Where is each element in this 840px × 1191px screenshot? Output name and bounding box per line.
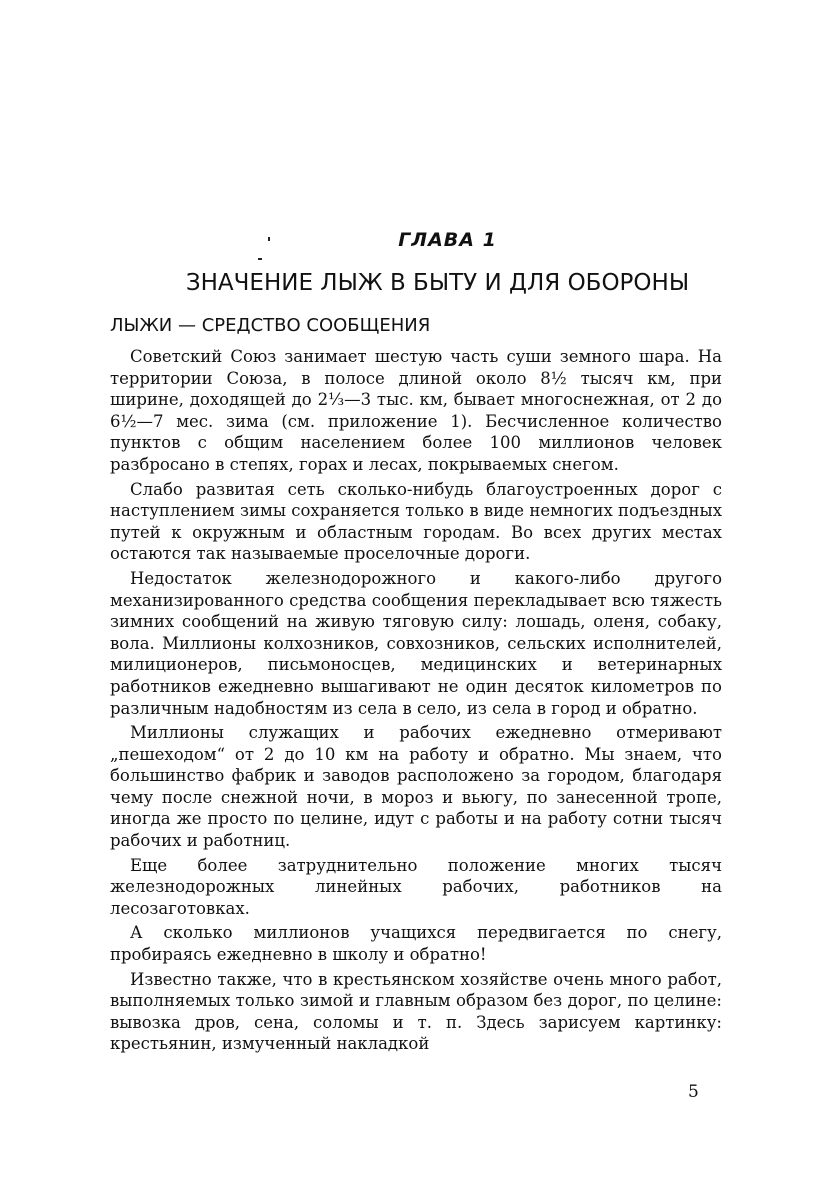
chapter-title: ЗНАЧЕНИЕ ЛЫЖ В БЫТУ И ДЛЯ ОБОРОНЫ: [185, 270, 690, 296]
chapter-label: ГЛАВА 1: [398, 229, 497, 251]
print-speck: [258, 258, 262, 260]
paragraph: Советский Союз занимает шестую часть суши земного шара. На территории Союза, в полосе длиной около 8½ тысяч км, при ширине, доходящей до 2⅓—3 тыс. км, бывает многоснежная, от 2 до 6½—7 мес. зима (см. приложение 1). Бесчисленное количество пунктов с общим населением более 100 миллионов человек разбросано в степях, горах и лесах, покрываемых снегом.: [110, 347, 722, 474]
paragraph: Миллионы служащих и рабочих ежедневно отмеривают „пешеходом“ от 2 до 10 км на работу и обратно. Мы знаем, что большинство фабрик и заводов расположено за городом, благодаря чему после снежной ночи, в мороз и вьюгу, по занесенной тропе, иногда же просто по целине, идут с работы и на работу сотни тысяч рабочих и работниц.: [110, 723, 722, 851]
body-text: [110, 346, 722, 1058]
paragraph: Еще более затруднительно положение многих тысяч железнодорожных линейных рабочих, работников на лесозаготовках.: [110, 855, 722, 918]
paragraph: Известно также, что в крестьянском хозяйстве очень много работ, выполняемых только зимой и главным образом без дорог, по целине: вывозка дров, сена, соломы и т. п. Здесь зарисуем картинку: крестьянин, измученный накладкой: [110, 969, 722, 1054]
paragraph: Слабо развитая сеть сколько-нибудь благоустроенных дорог с наступлением зимы сохраняется только в виде немногих подъездных путей к окружным и областным городам. Во всех других местах остаются так называемые проселочные дороги.: [110, 479, 722, 564]
page-number: 5: [688, 1082, 699, 1102]
section-heading: ЛЫЖИ — СРЕДСТВО СООБЩЕНИЯ: [110, 315, 431, 336]
paragraph: Недостаток железнодорожного и какого-либо другого механизированного средства сообщения перекладывает всю тяжесть зимних сообщений на живую тяговую силу: лошадь, оленя, собаку, вола. Миллионы колхозников, совхозников, сельских исполнителей, милиционеров, письмоносцев, медицинских и ветеринарных работников ежедневно вышагивают не один десяток километров по различным надобностям из села в село, из села в город и обратно.: [110, 568, 722, 718]
paragraph: А сколько миллионов учащихся передвигается по снегу, пробираясь ежедневно в школу и обратно!: [110, 923, 722, 965]
